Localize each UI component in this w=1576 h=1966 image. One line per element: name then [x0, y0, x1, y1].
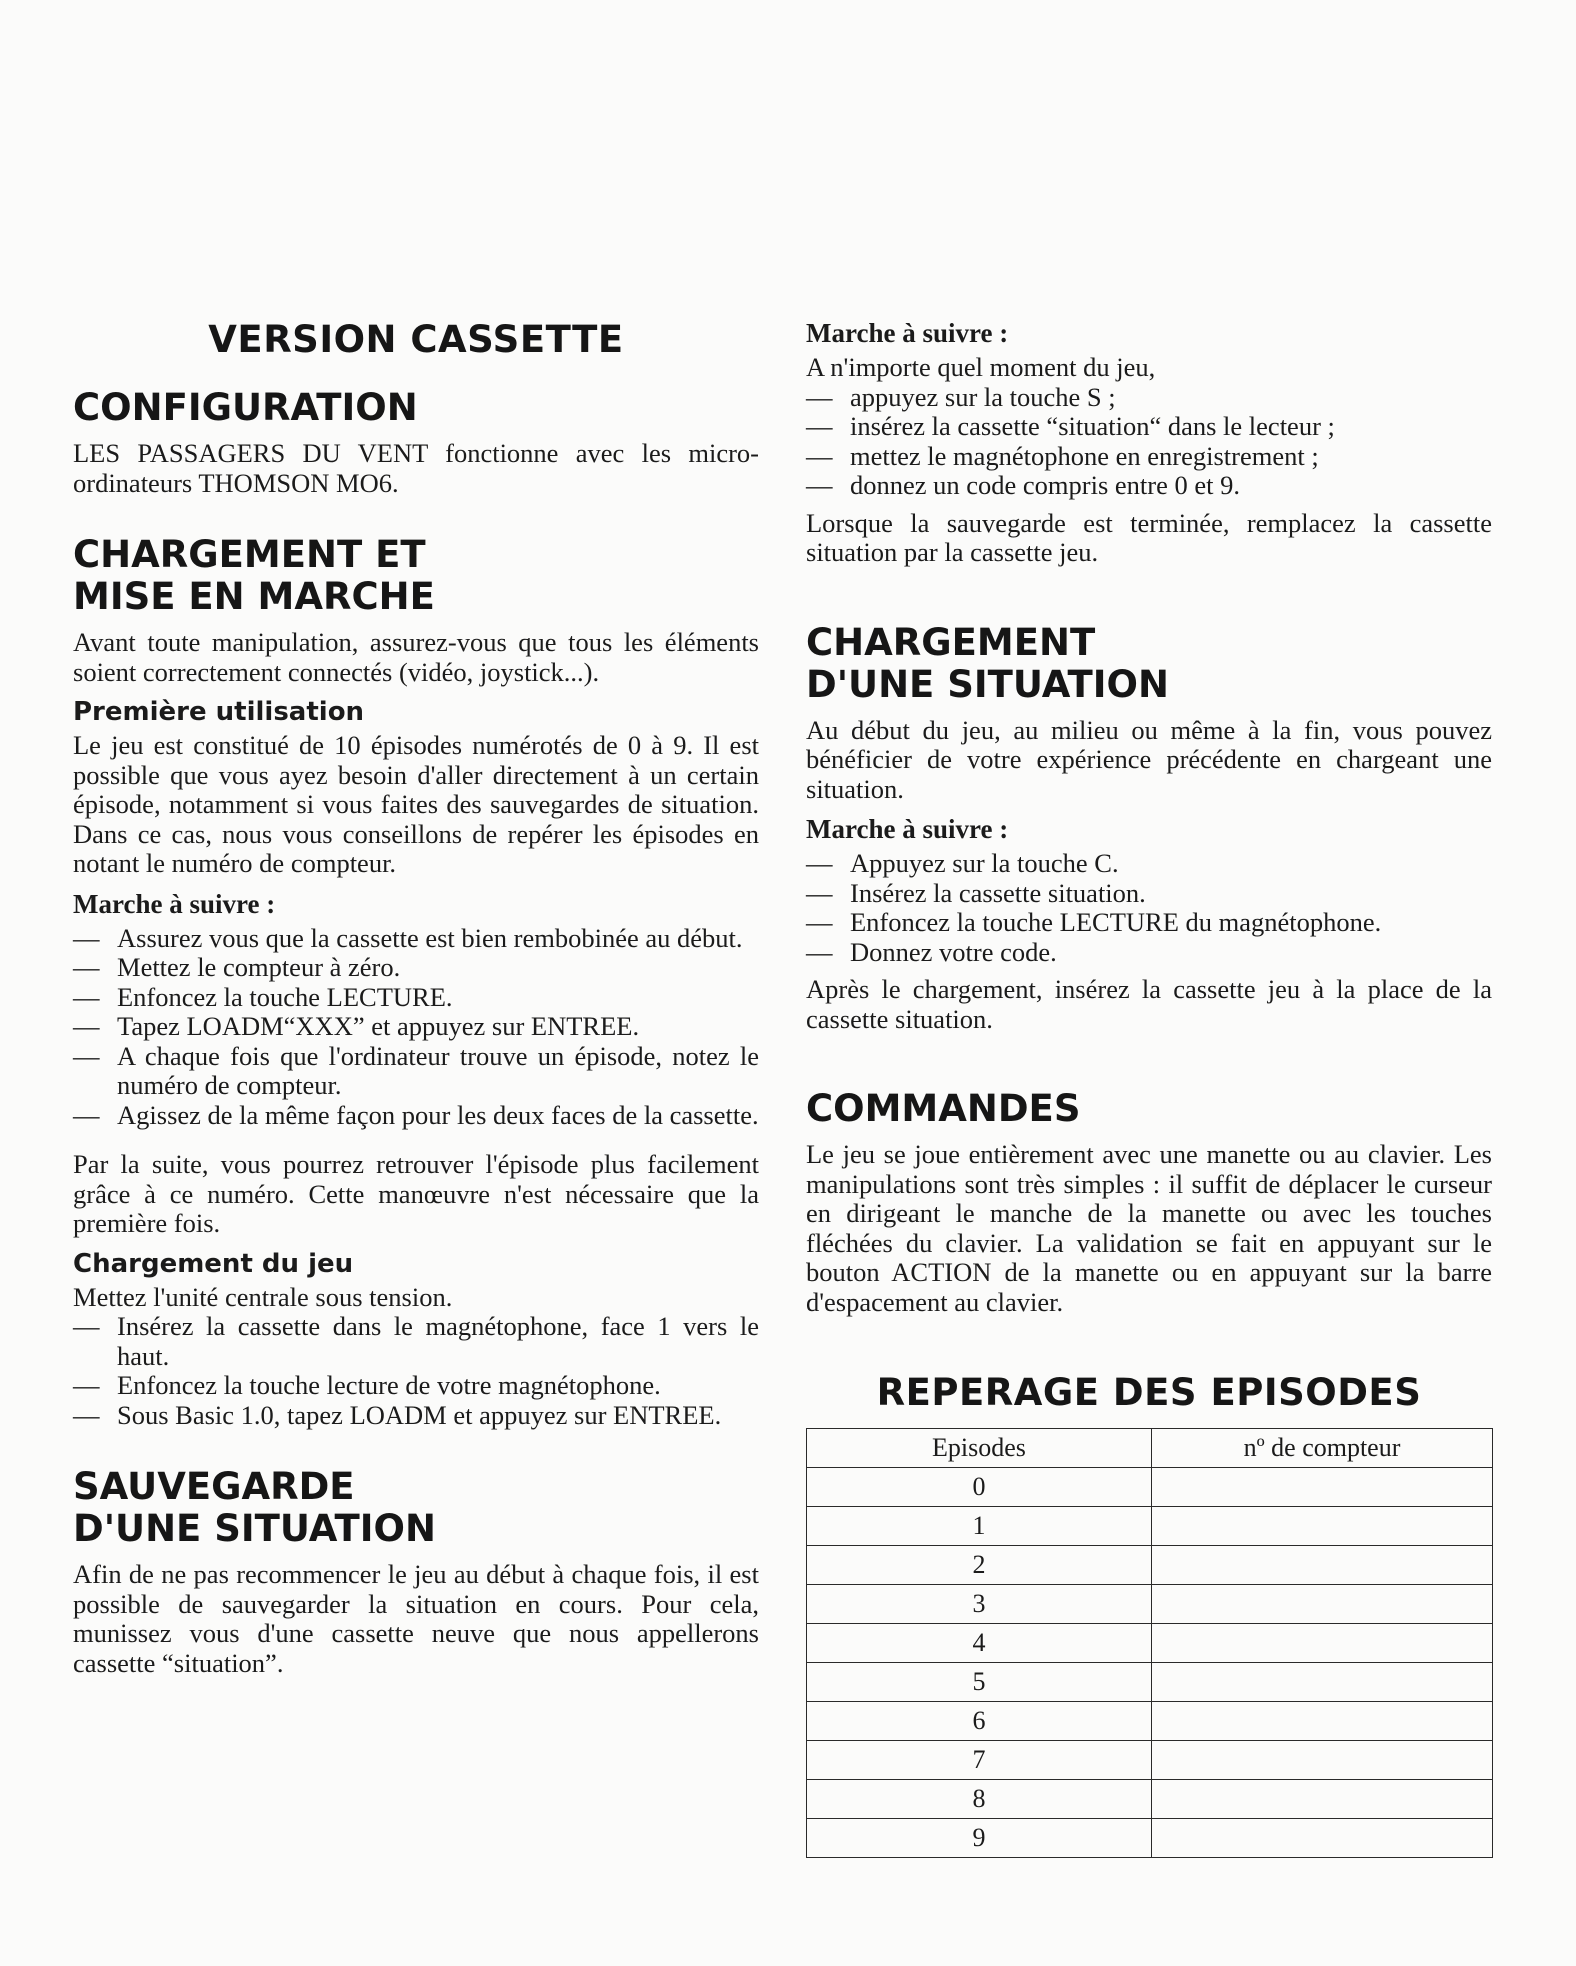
list-item: — Mettez le compteur à zéro.	[73, 953, 759, 983]
episode-number: 6	[807, 1702, 1152, 1741]
list-item: — Tapez LOADM“XXX” et appuyez sur ENTREE.	[73, 1012, 759, 1042]
subheading-chargement-du-jeu: Chargement du jeu	[73, 1248, 354, 1279]
heading-chargement-mise-en-marche	[73, 534, 759, 618]
table-row	[807, 1624, 1493, 1663]
heading-line: CHARGEMENT ET	[73, 533, 426, 576]
list-item: — mettez le magnétophone en enregistrement ;	[806, 442, 1492, 472]
heading-chargement-situation	[806, 622, 1492, 706]
table-row	[807, 1663, 1493, 1702]
counter-cell[interactable]	[1152, 1780, 1493, 1819]
episodes-table	[806, 1428, 1493, 1858]
steps-list	[73, 924, 759, 1131]
list-item: — Agissez de la même façon pour les deux faces de la cassette.	[73, 1101, 759, 1131]
episode-number: 0	[807, 1468, 1152, 1507]
jeu-intro: Mettez l'unité centrale sous tension.	[73, 1281, 453, 1312]
sauvegarde-steps-list	[806, 383, 1492, 501]
table-row	[807, 1546, 1493, 1585]
commandes-text: Le jeu se joue entièrement avec une manette ou au clavier. Les manipulations sont très simples : il suffit de déplacer le curseur en dirigeant le manche de la manette ou avec les touches fléchées du clavier. La validation se fait en appuyant sur le bouton ACTION de la manette ou en appuyant sur la barre d'espacement au clavier.	[806, 1139, 1492, 1317]
heading-line: MISE EN MARCHE	[73, 575, 435, 618]
heading-line: CHARGEMENT	[806, 620, 1096, 664]
sauvegarde-text: Afin de ne pas recommencer le jeu au début à chaque fois, il est possible de sauvegarder la situation en cours. Pour cela, munissez vous d'une cassette neuve que nous appellerons cassette “situation”.	[73, 1559, 759, 1678]
heading-line: D'UNE SITUATION	[73, 1507, 436, 1550]
jeu-steps-list	[73, 1312, 759, 1430]
sauvegarde-end-text: Lorsque la sauvegarde est terminée, remplacez la cassette situation par la cassette jeu.	[806, 507, 1492, 567]
heading-commandes: COMMANDES	[806, 1087, 1081, 1130]
list-item: — Enfoncez la touche LECTURE.	[73, 983, 759, 1013]
section-title-version-cassette: VERSION CASSETTE	[208, 318, 624, 361]
chargement-situation-end: Après le chargement, insérez la cassette jeu à la place de la cassette situation.	[806, 974, 1492, 1034]
episode-number: 5	[807, 1663, 1152, 1702]
list-item: — Insérez la cassette dans le magnétophone, face 1 vers le haut.	[73, 1312, 759, 1371]
table-row	[807, 1819, 1493, 1858]
chargement-situation-steps	[806, 849, 1492, 967]
counter-cell[interactable]	[1152, 1702, 1493, 1741]
counter-cell[interactable]	[1152, 1819, 1493, 1858]
subheading-marche-a-suivre: Marche à suivre :	[806, 318, 1009, 348]
heading-sauvegarde	[73, 1466, 759, 1550]
premiere-text: Le jeu est constitué de 10 épisodes numérotés de 0 à 9. Il est possible que vous ayez besoin d'aller directement à un certain épisode, notamment si vous faites des sauvegardes de situation. Dans ce cas, nous vous conseillons de repérer les épisodes en notant le numéro de compteur.	[73, 730, 759, 878]
list-item: — insérez la cassette “situation“ dans le lecteur ;	[806, 412, 1492, 442]
list-item: — Enfoncez la touche LECTURE du magnétophone.	[806, 908, 1492, 938]
list-item: — appuyez sur la touche S ;	[806, 383, 1492, 413]
episode-number: 7	[807, 1741, 1152, 1780]
episode-number: 4	[807, 1624, 1152, 1663]
config-text: LES PASSAGERS DU VENT fonctionne avec les micro-ordinateurs THOMSON MO6.	[73, 438, 759, 498]
episode-number: 2	[807, 1546, 1152, 1585]
table-row	[807, 1702, 1493, 1741]
sauvegarde-intro: A n'importe quel moment du jeu,	[806, 352, 1156, 382]
counter-cell[interactable]	[1152, 1585, 1493, 1624]
list-item: — Appuyez sur la touche C.	[806, 849, 1492, 879]
column-header-episodes: Episodes	[807, 1429, 1152, 1468]
counter-cell[interactable]	[1152, 1663, 1493, 1702]
table-row	[807, 1585, 1493, 1624]
counter-cell[interactable]	[1152, 1507, 1493, 1546]
episode-number: 9	[807, 1819, 1152, 1858]
counter-cell[interactable]	[1152, 1624, 1493, 1663]
heading-line: D'UNE SITUATION	[806, 662, 1169, 706]
list-item: — Donnez votre code.	[806, 938, 1492, 968]
episode-number: 8	[807, 1780, 1152, 1819]
list-item: — donnez un code compris entre 0 et 9.	[806, 471, 1492, 501]
table-row	[807, 1507, 1493, 1546]
heading-line: SAUVEGARDE	[73, 1465, 355, 1508]
episode-number: 1	[807, 1507, 1152, 1546]
table-row	[807, 1741, 1493, 1780]
subheading-premiere-utilisation: Première utilisation	[73, 697, 365, 727]
list-item: — Sous Basic 1.0, tapez LOADM et appuyez sur ENTREE.	[73, 1401, 759, 1431]
episode-number: 3	[807, 1585, 1152, 1624]
chargement-situation-intro: Au début du jeu, au milieu ou même à la fin, vous pouvez bénéficier de votre expérience précédente en chargeant une situation.	[806, 714, 1492, 804]
table-row	[807, 1468, 1493, 1507]
subheading-marche-a-suivre: Marche à suivre :	[73, 888, 276, 919]
subheading-marche-a-suivre: Marche à suivre :	[806, 814, 1009, 844]
table-row	[807, 1780, 1493, 1819]
list-item: — Insérez la cassette situation.	[806, 879, 1492, 909]
table-header-row	[807, 1429, 1493, 1468]
counter-cell[interactable]	[1152, 1468, 1493, 1507]
chargement-intro: Avant toute manipulation, assurez-vous que tous les éléments soient correctement connectés (vidéo, joystick...).	[73, 627, 759, 687]
counter-cell[interactable]	[1152, 1741, 1493, 1780]
heading-reperage: REPERAGE DES EPISODES	[876, 1371, 1422, 1414]
list-item: — Assurez vous que la cassette est bien rembobinée au début.	[73, 924, 759, 954]
list-item: — A chaque fois que l'ordinateur trouve un épisode, notez le numéro de compteur.	[73, 1042, 759, 1101]
after-steps-text: Par la suite, vous pourrez retrouver l'épisode plus facilement grâce à ce numéro. Cette manœuvre n'est nécessaire que la première fois.	[73, 1149, 759, 1238]
column-header-compteur: nº de compteur	[1152, 1429, 1493, 1468]
right-column	[806, 318, 1492, 1858]
counter-cell[interactable]	[1152, 1546, 1493, 1585]
left-column	[73, 318, 759, 1686]
heading-configuration: CONFIGURATION	[73, 386, 418, 429]
list-item: — Enfoncez la touche lecture de votre magnétophone.	[73, 1371, 759, 1401]
